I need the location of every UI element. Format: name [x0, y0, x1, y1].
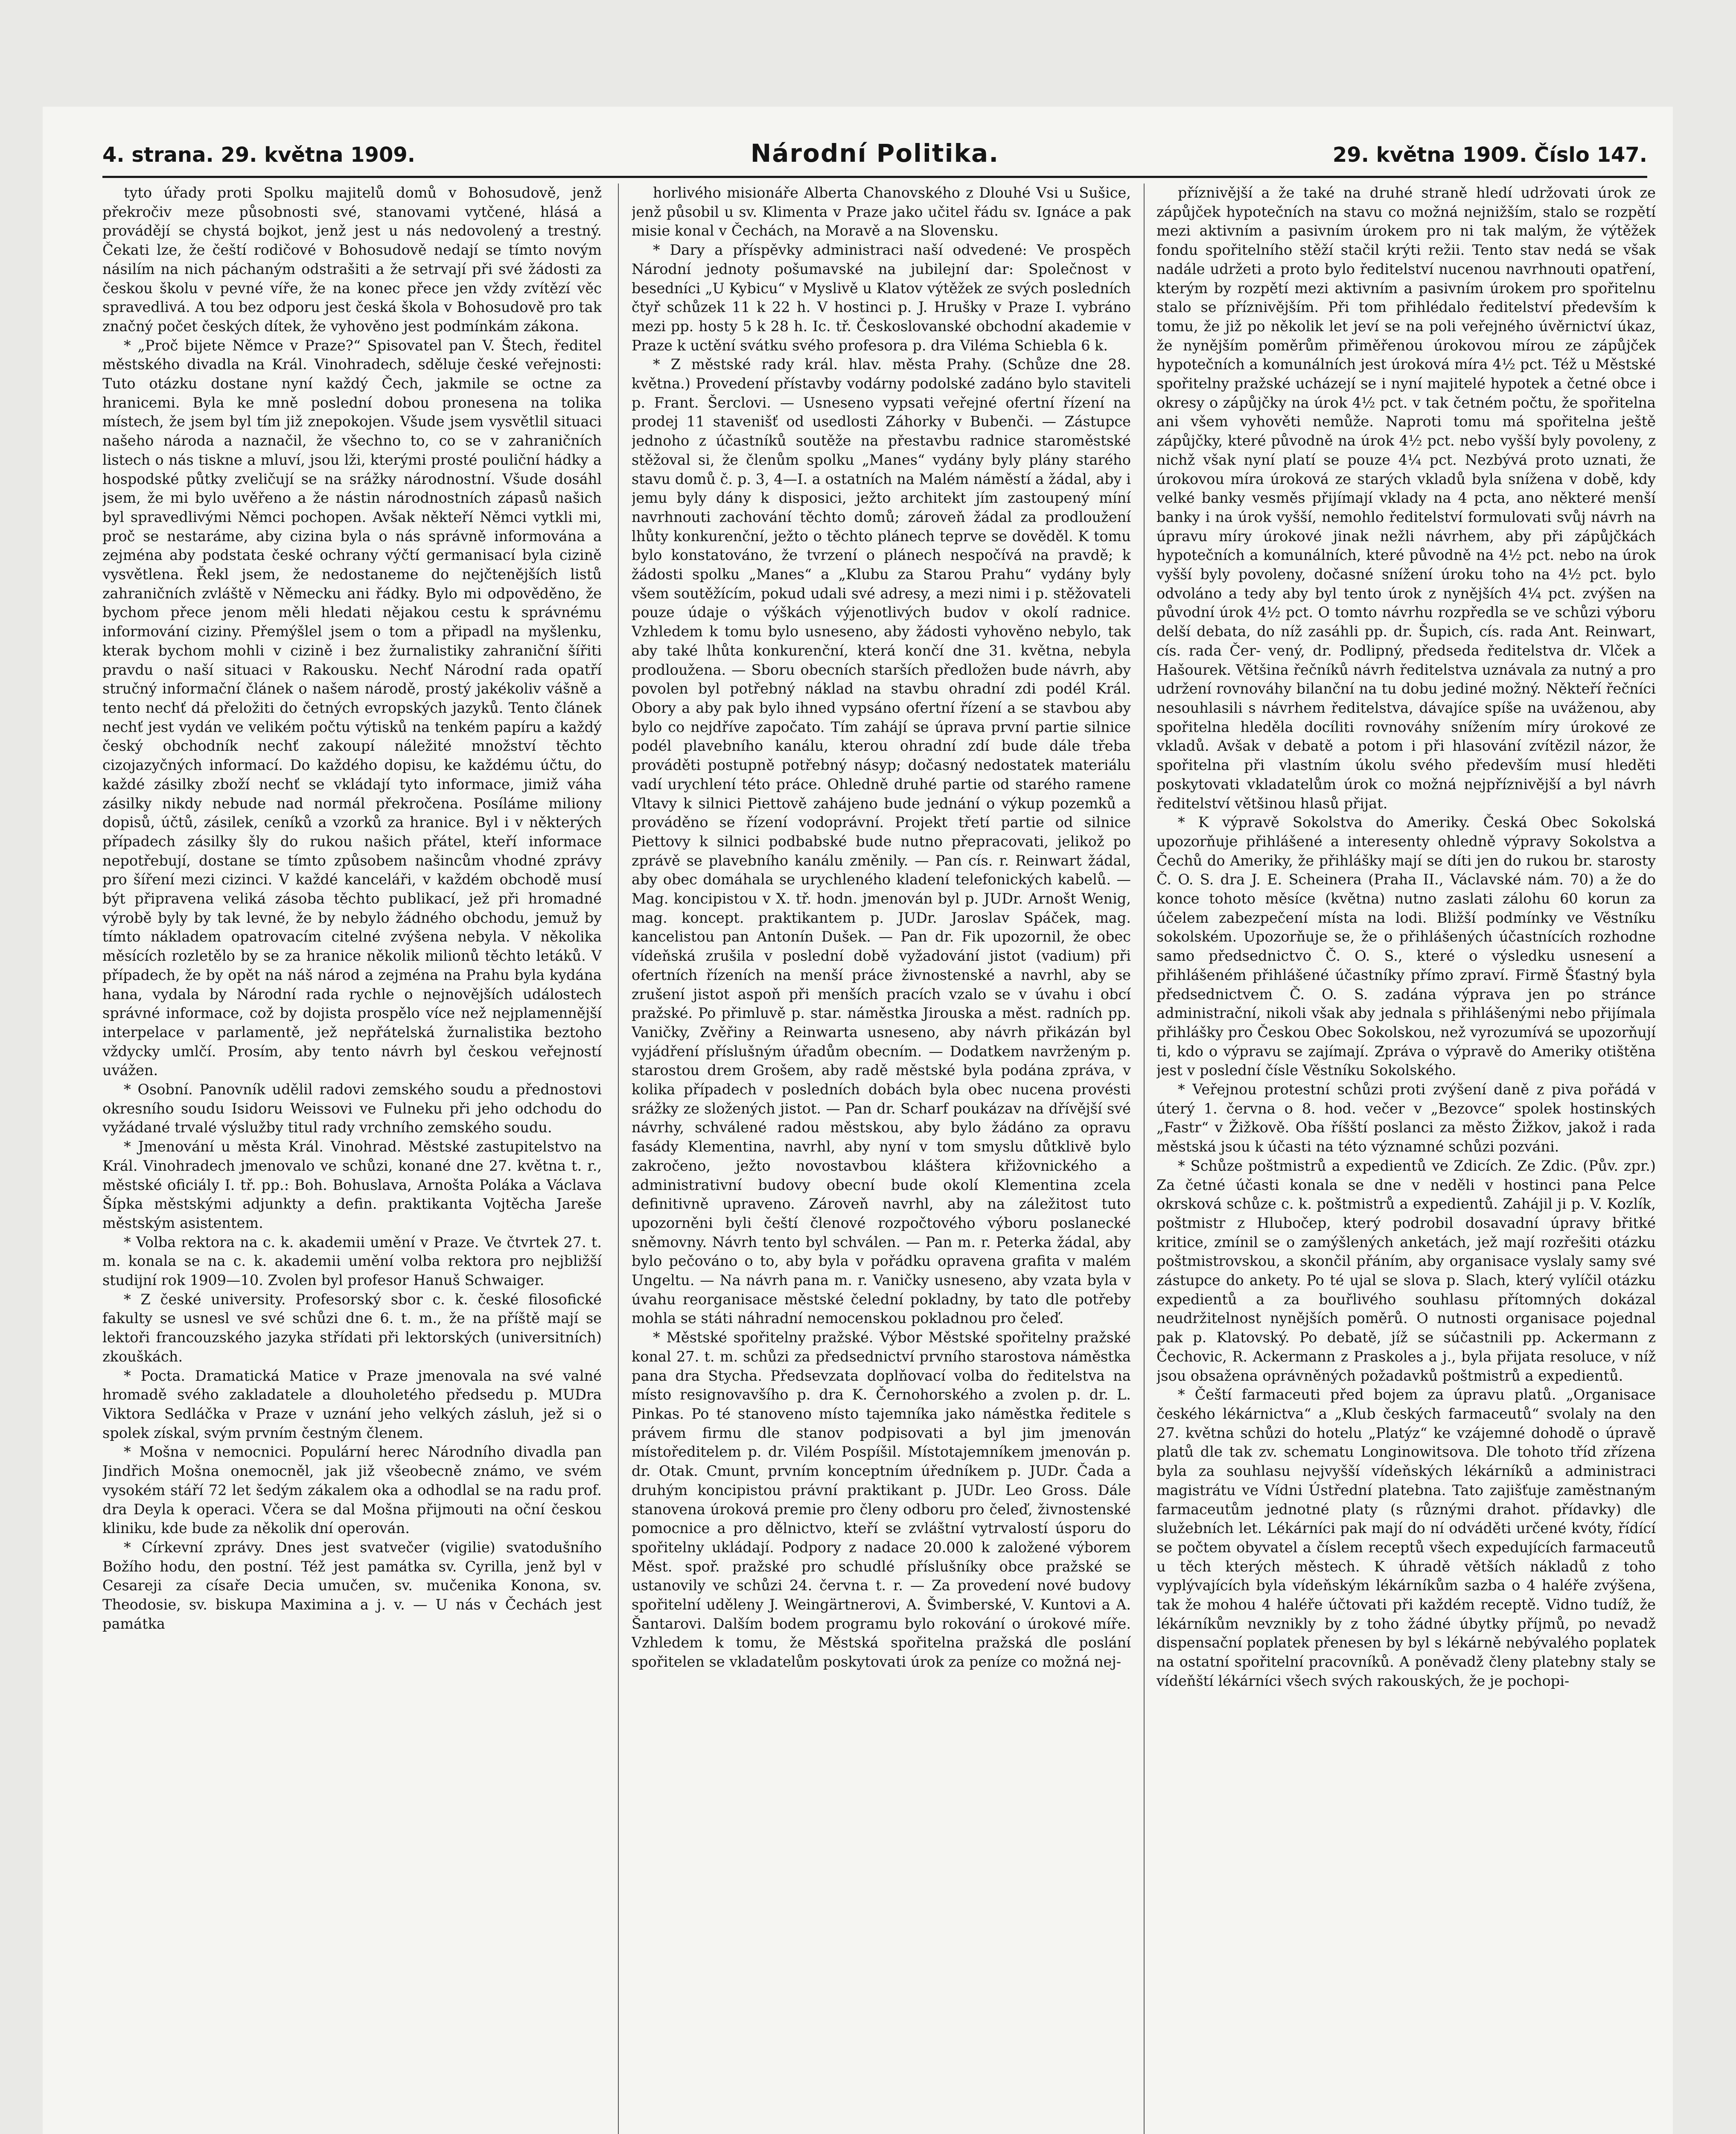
article-paragraph: příznivější a že také na druhé straně hledí udržovati úrok ze zápůjček hypotečních na stavu co možná nejnižším, stalo se rozpětí mezi aktivním a pasivním úrokem pro ni tak malým, že výtěžek fondu spořitelního stěží stačil krýti režii. Tento stav nedá se však nadále udržeti a proto bylo ředitelství nucenou navrhnouti opatření, kterým by rozpětí mezi aktivním a pasivním úrokem pro spořitelnu stalo se příznivějším. Při tom přihlédalo ředitelství především k tomu, že již po několik let jeví se na poli veřejného úvěrnictví úkaz, že nynějším poměrům přiměřenou úrokovou mírou ze zápůjček hypotečních a komunálních jest úroková míra 4½ pct. Též u Městské spořitelny pražské ucházejí se i nyní majitelé hypotek a četné obce i okresy o zápůjčky na úrok 4½ pct. v tak četném počtu, že spořitelna ani všem vyhověti nemůže. Naproti tomu má spořitelna ještě zápůjčky, které původně na úrok 4½ pct. nebo vyšší byly povoleny, z nichž však nyní platí se pouze 4¼ pct. Nezbývá proto uznati, že úrokovou míra úroková ze starých vkladů byla snížena v době, kdy velké banky vesměs přijímají vklady na 4 pcta, ano některé menší banky i na úrok vyšší, nemohlo ředitelství formulovati svůj návrh na úpravu míry úrokové jinak nežli návrhem, aby při zápůjčkách hypotečních a komunálních, které původně na 4½ pct. nebo na úrok vyšší byly povoleny, dočasné snížení úroku toho na 4½ pct. bylo odvoláno a tedy aby byl tento úrok z nynějších 4¼ pct. zvýšen na původní úrok 4½ pct. O tomto návrhu rozpředla se ve schůzi výboru delší debata, do níž zasáhli pp. dr. Šupich, cís. rada Ant. Reinwart, cís. rada Čer- vený, dr. Podlipný, předseda ředitelstva dr. Vlček a Hašourek. Většina řečníků návrh ředitelstva uznávala za nutný a pro udržení rovnováhy bilanční na tu dobu jediné možný. Někteří řečníci nesouhlasili s návrhem ředitelstva, dávajíce spíše na uváženou, aby spořitelna hleděla docíliti rovnováhy snížením míry úrokové ze vkladů. Avšak v debatě a potom i při hlasování zvítězil názor, že spořitelna při vlastním úkolu svého především musí hleděti poskytovati vkladatelům úrok co možná nejpříznivější a byl návrh ředitelství většinou hlasů přijat. [1156, 184, 1656, 812]
column-3 [1156, 184, 1656, 2134]
article-paragraph: horlivého misionáře Alberta Chanovského z Dlouhé Vsi u Sušice, jenž působil u sv. Klimenta v Praze jako učitel řádu sv. Ignáce a pak misie konal v Čechách, na Moravě a na Slovensku. [632, 184, 1131, 239]
article-paragraph: * Mošna v nemocnici. Populární herec Národního divadla pan Jindřich Mošna onemocněl, jak již všeobecně známo, ve svém vysokém stáří 72 let šedým zákalem oka a odhodlal se na radu prof. dra Deyla k operaci. Včera se dal Mošna přijmouti na oční českou kliniku, kde bude za několik dní operován. [102, 1443, 602, 1537]
article-paragraph: * Dary a příspěvky administraci naší odvedené: Ve prospěch Národní jednoty pošumavské na jubilejní dar: Společnost v besedníci „U Kybicu“ v Myslivě u Klatov výtěžek ze svých posledních čtyř schůzek 11 k 22 h. V hostinci p. J. Hrušky v Praze I. vybráno mezi pp. hosty 5 k 28 h. Ic. tř. Českoslovanské obchodní akademie v Praze k uctění svátku svého profesora p. dra Viléma Schiebla 6 k. [632, 242, 1131, 354]
article-paragraph: * Schůze poštmistrů a expedientů ve Zdicích. Ze Zdic. (Pův. zpr.) Za četné účasti konala se dne v neděli v hostinci pana Pelce okrsková schůze c. k. poštmistrů a expedientů. Zahájil ji p. V. Kozlík, poštmistr z Hlubočep, který podrobil dosavadní úpravy břitké kritice, zmínil se o zamýšlených anketách, jež mají rozřešiti otázku poštmistrovskou, a skončil přáním, aby organisace vyslaly samy své zástupce do ankety. Po té ujal se slova p. Slach, který vylíčil otázku expedientů a za bouřlivého souhlasu přítomných dokázal neudržitelnost nynějších poměrů. O nutnosti organisace pojednal pak p. Klatovský. Po debatě, jíž se súčastnili pp. Ackermann z Čechovic, R. Ackermann z Praskoles a j., byla přijata resoluce, v níž jsou obsažena oprávněných požadavků poštmistrů a expedientů. [1156, 1157, 1656, 1384]
article-paragraph: * Městské spořitelny pražské. Výbor Městské spořitelny pražské konal 27. t. m. schůzi za předsednictví prvního starostova náměstka pana dra Stycha. Předsevzata doplňovací volba do ředitelstva na místo resignovavšího p. dra K. Černohorského a zvolen p. dr. L. Pinkas. Po té stanoveno místo tajemníka jako náměstka ředitele s právem firmu dle stanov podpisovati a byl jim jmenován místoředitelem p. dr. Vilém Pospíšil. Místotajemníkem jmenován p. dr. Otak. Cmunt, prvním konceptním úředníkem p. JUDr. Čada a druhým koncipistou právní praktikant p. JUDr. Leo Gross. Dále stanovena úroková premie pro členy odboru pro čeleď, živnostenské pomocnice a pro dělnictvo, kteří se zvláštní vytrvalostí úsporu do spořitelny ukládají. Podpory z nadace 20.000 k založené výborem Měst. spoř. pražské pro schudlé příslušníky obce pražské se ustanovily ve schůzi 24. června t. r. — Za provedení nové budovy spořitelní uděleny J. Weingärtnerovi, A. Švimberské, V. Kuntovi a A. Šantarovi. Dalším bodem programu bylo rokování o úrokové míře. Vzhledem k tomu, že Městská spořitelna pražská dle poslání spořitelen se vkladatelům poskytovati úrok za peníze co možná nej- [632, 1329, 1131, 1670]
article-paragraph: * Pocta. Dramatická Matice v Praze jmenovala na své valné hromadě svého zakladatele a dlouholetého předsedu p. MUDra Viktora Sedláčka v Praze v uznání jeho velkých zásluh, jež si o spolek získal, svým prvním čestným členem. [102, 1367, 602, 1441]
column-separator [618, 184, 619, 2134]
column-1 [102, 184, 602, 2134]
article-paragraph: tyto úřady proti Spolku majitelů domů v Bohosudově, jenž překročiv meze působnosti své, stanovami vytčené, hlásá a provádějí se chystá bojkot, jenž jest u nás nedovolený a trestný. Čekati lze, že čeští rodičové v Bohosudově nedají se tímto novým násilím na nich páchaným odstrašiti a že setrvají při své žádosti za českou školu v pevné víře, že na konec přece jen vždy zvítězí věc spravedlivá. A tou bez odporu jest česká škola v Bohosudově pro tak značný počet českých dítek, že vyhověno jest podmínkám zákona. [102, 184, 602, 335]
article-paragraph: * Veřejnou protestní schůzi proti zvýšení daně z piva pořádá v úterý 1. června o 8. hod. večer v „Bezovce“ spolek hostinských „Fastr“ v Žižkově. Oba říšští poslanci za město Žižkov, jakož i rada městská jsou k účasti na této významné schůzi pozváni. [1156, 1081, 1656, 1155]
article-paragraph: * Z české university. Profesorský sbor c. k. české filosofické fakulty se usnesl ve své schůzi dne 6. t. m., že na příště mají se lektoři francouzského jazyka střídati při lektorských (universitních) zkouškách. [102, 1291, 602, 1365]
article-paragraph: * Jmenování u města Král. Vinohrad. Městské zastupitelstvo na Král. Vinohradech jmenovalo ve schůzi, konané dne 27. května t. r., městské oficiály I. tř. pp.: Boh. Bohuslava, Arnošta Poláka a Václava Šípka městskými adjunkty a defin. praktikanta Vojtěcha Jareše městským asistentem. [102, 1138, 602, 1231]
column-2 [632, 184, 1131, 2134]
column-separator [1144, 184, 1145, 2134]
article-paragraph: * K výpravě Sokolstva do Ameriky. Česká Obec Sokolská upozorňuje přihlášené a interesenty ohledně výpravy Sokolstva a Čechů do Ameriky, že přihlášky mají se díti jen do rukou br. starosty Č. O. S. dra J. E. Scheinera (Praha II., Václavské nám. 70) a že do konce tohoto měsíce (května) nutno zaslati zálohu 60 korun za účelem zabezpečení místa na lodi. Bližší podmínky ve Věstníku sokolském. Upozorňuje se, že o přihlášených účastnících rozhodne samo předsednictvo Č. O. S., které o výsledku usnesení a přihlášeném přihlášené účastníky přímo zpraví. Firmě Šťastný byla předsednictvem Č. O. S. zadána výprava jen po stránce administrační, nikoli však aby jednala s přihlášenými nebo přijímala přihlášky pro Českou Obec Sokolskou, než vyrozumívá se upozorňují ti, kdo o výpravu se zajímají. Zpráva o výpravě do Ameriky otištěna jest v poslední čísle Věstníku Sokolského. [1156, 814, 1656, 1079]
header-rule [102, 176, 1647, 178]
article-paragraph: * Osobní. Panovník udělil radovi zemského soudu a přednostovi okresního soudu Isidoru Weissovi ve Fulneku při jeho odchodu do vyžádané trvalé výslužby titul rady vrchního zemského soudu. [102, 1081, 602, 1136]
article-paragraph: * Volba rektora na c. k. akademii umění v Praze. Ve čtvrtek 27. t. m. konala se na c. k. akademii umění volba rektora pro nejbližší studijní rok 1909—10. Zvolen byl profesor Hanuš Schwaiger. [102, 1233, 602, 1289]
page-date: 4. strana. 29. května 1909. [102, 143, 415, 167]
masthead: Národní Politika. [750, 139, 999, 168]
page-header [102, 134, 1647, 177]
article-paragraph: * „Proč bijete Němce v Praze?“ Spisovatel pan V. Štech, ředitel městského divadla na Král. Vinohradech, sděluje české veřejnosti: Tuto otázku dostane nyní každý Čech, jakmile se octne za hranicemi. Byla ke mně poslední dobou pronesena na tolika místech, že jsem byl tím již znepokojen. Všude jsem vysvětlil situaci našeho národa a naznačil, že všechno to, co se v zahraničních listech o nás tiskne a mluví, jsou lži, kterými prosté pouliční hádky a hospodské půtky zveličují se na srážky národnostní. Všude dosáhl jsem, že mi bylo uvěřeno a že nástin národnostních zápasů našich byl spravedlivými Němci pochopen. Avšak někteří Němci vytkli mi, proč se nestaráme, aby cizina byla o nás správně informována a zejména aby podstata české ochrany výčtí germanisací byla cizině vysvětlena. Řekl jsem, že nedostaneme do nejčtenějších listů zahraničních zvláště v Německu ani řádky. Bylo mi odpověděno, že bychom přece jenom měli hledati nějakou cestu k správnému informování ciziny. Přemýšlel jsem o tom a připadl na myšlenku, kterak bychom mohli v cizině i bez žurnalistiky zahraniční šířiti pravdu o naší situaci v Rakousku. Nechť Národní rada opatří stručný informační článek o našem národě, prostý jakékoliv vášně a tento nechť dá přeložiti do četných evropských jazyků. Tento článek nechť jest vydán ve velikém počtu výtisků na tenkém papíru a každý český obchodník nechť zakoupí náležité množství těchto cizojazyčných informací. Do každého dopisu, ke každému účtu, do každé zásilky zboží nechť se vkládají tyto informace, jimiž váha zásilky nikdy nebude nad normál překročena. Posíláme miliony dopisů, účtů, zásilek, ceníků a vzorků za hranice. Byl i v některých případech zásilky šly do rukou našich přátel, kteří informace nepotřebují, dostane se tímto způsobem našincům vhodné zprávy pro šíření mezi cizinci. V každé kanceláři, v každém obchodě musí být připravena veliká zásoba těchto publikací, jež při hromadné výrobě byly by tak levné, že by nebylo žádného obchodu, jemuž by tímto nákladem opatrovacím citelné zvýšena nebyla. V několika měsících rozletělo by se za hranice několik milionů těchto letáků. V případech, že by opět na náš národ a zejména na Prahu byla kydána hana, vydala by Národní rada rychle o nejnovějších událostech správné informace, což by dojista prospělo více než nejplamennější interpelace v parlamentě, jež nepřátelská žurnalistika beztoho vždycky umlčí. Prosím, aby tento návrh byl českou veřejností uvážen. [102, 337, 602, 1079]
article-paragraph: * Církevní zprávy. Dnes jest svatvečer (vigilie) svatodušního Božího hodu, den postní. Též jest památka sv. Cyrilla, jenž byl v Cesareji za císaře Decia umučen, sv. mučenika Konona, sv. Theodosie, sv. biskupa Maximina a j. v. — U nás v Čechách jest památka [102, 1539, 602, 1632]
article-paragraph: * Čeští farmaceuti před bojem za úpravu platů. „Organisace českého lékárnictva“ a „Klub českých farmaceutů“ svolaly na den 27. května schůzi do hotelu „Platýz“ ke vzájemné dohodě o úpravě platů dle tak zv. schematu Longinowitsova. Dle tohoto tříd zřízena byla za souhlasu nejvyšší vídeňských lékárníků a administraci magistrátu ve Vídni Ústřední platebna. Tato zajišťuje zaměstnaným farmaceutům jednotné platy (s různými drahot. přídavky) dle služebních let. Lékárníci pak mají do ní odváděti určené kvóty, řídící se počtem obyvatel a číslem receptů všech expedujících farmaceutů u těch kterých městech. K úhradě větších nákladů z toho vyplývajících byla vídeňským lékárníkům sazba o 4 haléře zvýšena, tak že mohou 4 haléře účtovati při každém receptě. Vidno tudíž, že lékárníkům nevznikly by z toho žádné úbytky příjmů, po nevadž dispensační poplatek přenesen by byl s lékárně nebývalého poplatek na ostatní spořitelní pracovníků. A poněvadž členy platebny staly se vídeňští lékárníci všech svých rakouských, že je pochopi- [1156, 1386, 1656, 1689]
issue-number: 29. května 1909. Číslo 147. [1332, 143, 1647, 167]
article-paragraph: * Z městské rady král. hlav. města Prahy. (Schůze dne 28. května.) Provedení přístavby vodárny podolské zadáno bylo staviteli p. Frant. Šerclovi. — Usneseno vypsati veřejné ofertní řízení na prodej 11 stavenišť od usedlosti Záhorky v Bubenči. — Zástupce jednoho z účastníků soutěže na přestavbu radnice staroměstské stěžoval si, že členům spolku „Manes“ vydány byly plány starého stavu domů č. p. 3, 4—I. a ostatních na Malém náměstí a žádal, aby i jemu byly dány k disposici, ježto architekt jím zastoupený míní navrhnouti zachování těchto domů; zároveň žádal za prodloužení lhůty konkurenční, ježto o těchto plánech teprve se dověděl. K tomu bylo konstatováno, že tvrzení o plánech nespočívá na pravdě; k žádosti spolku „Manes“ a „Klubu za Starou Prahu“ vydány byly všem soutěžícím, pokud udali své adresy, a mezi nimi i p. stěžovateli pouze údaje o výškách výjenotlivých budov v okolí radnice. Vzhledem k tomu bylo usneseno, aby žádosti vyhověno nebylo, tak aby také lhůta konkurenční, která končí dne 31. května, nebyla prodloužena. — Sboru obecních starších předložen bude návrh, aby povolen byl potřebný náklad na stavbu ohradní zdi podél Král. Obory a aby pak bylo ihned vypsáno ofertní řízení a se stavbou aby bylo co nejdříve započato. Tím zahájí se úprava první partie silnice podél plavebního kanálu, kterou ohradní zdí bude dále třeba prováděti postupně potřebný násyp; dočasný nedostatek materiálu vadí urychlení této práce. Ohledně druhé partie od starého ramene Vltavy k silnici Piettově zahájeno bude jednání o výkup pozemků a prováděno se řízení vodoprávní. Projekt třetí partie od silnice Piettovy k silnici podbabské bude nutno přepracovati, jelikož po zprávě se plavebního kanálu změnily. — Pan cís. r. Reinwart žádal, aby obec domáhala se urychleného kladení telefonických kabelů. — Mag. koncipistou v X. tř. hodn. jmenován byl p. JUDr. Arnošt Wenig, mag. koncept. praktikantem p. JUDr. Jaroslav Spáček, mag. kancelistou pan Antonín Dušek. — Pan dr. Fik upozornil, že obec vídeňská zrušila v poslední době vyžadování jistot (vadium) při ofertních řízeních na menší práce živnostenské a navrhl, aby se zrušení jistot aspoň při menších pracích vzalo se v úvahu i obcí pražské. Po přimluvě p. star. náměstka Jirouska a měst. radních pp. Vaničky, Zvěřiny a Reinwarta usneseno, aby návrh přikázán byl vyjádření příslušným úřadům obecním. — Dodatkem navrženým p. starostou drem Grošem, aby radě městské byla podána zpráva, v kolika případech v posledních dobách byla obec nucena provésti srážky ze složených jistot. — Pan dr. Scharf poukázav na dřívější své návrhy, schválené radou městskou, aby bylo žádáno za opravu fasády Klementina, navrhl, aby nyní v tom smyslu důtklivě bylo zakročeno, ježto novostavbou kláštera křižovnického a administrativní budovy obecní bude okolí Klementina zcela definitivně upraveno. Zároveň navrhl, aby na záležitost tuto upozorněni byli čeští členové rozpočtového výboru poslanecké sněmovny. Návrh tento byl schválen. — Pan m. r. Peterka žádal, aby bylo pečováno o to, aby byla v pořádku opravena grafita v malém Ungeltu. — Na návrh pana m. r. Vaničky usneseno, aby vzata byla v úvahu reorganisace městské čelední pokladny, by tato dle potřeby mohla se státi náhradní nemocenskou pokladnou pro čeleď. [632, 356, 1131, 1327]
